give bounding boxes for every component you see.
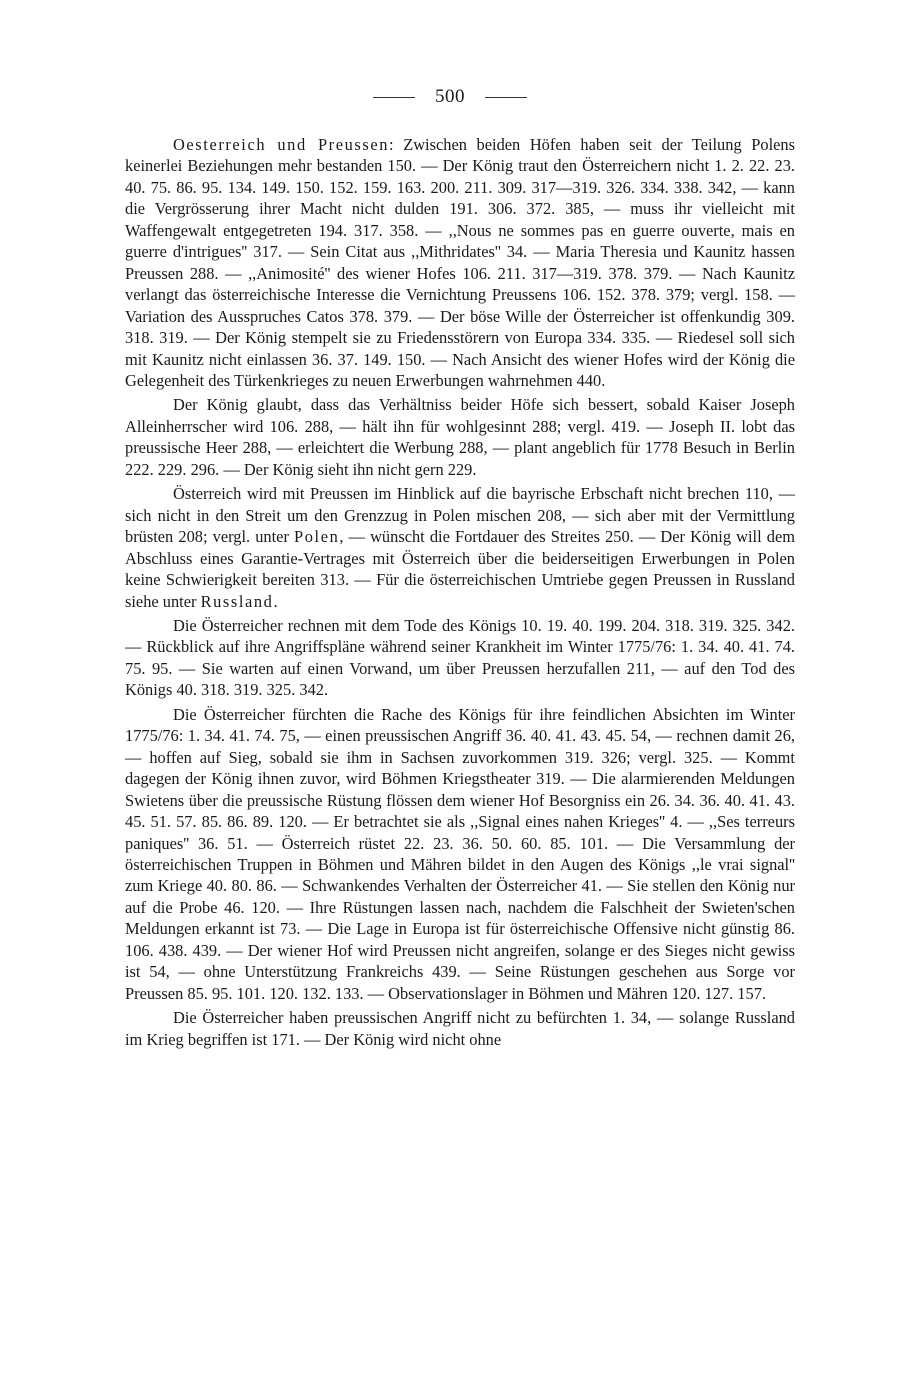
paragraph-5-text: Die Österreicher fürchten die Rache des Königs für ihre feindlichen Absichten im Winter 1775/76: 1. 34. 41. 74. 75, — einen preussischen Angriff 36. 40. 41. 43. 45. 54, — rechnen damit 26, — hoffen auf Sieg, sobald sie ihm in Sachsen zuvorkommen 319. 326; vergl. 325. — Kommt dagegen der König ihnen zuvor, wird Böhmen Kriegstheater 319. — Die alarmierenden Meldungen Swietens über die preussische Rüstung flössen dem wiener Hof Besorgniss ein 26. 34. 36. 40. 41. 43. 45. 51. 57. 85. 86. 89. 120. — Er betrachtet sie als ,,Signal eines nahen Krieges'' 4. — ,,Ses terreurs paniques'' 36. 51. — Österreich rüstet 22. 23. 36. 50. 60. 85. 101. — Die Versammlung der österreichischen Truppen in Böhmen und Mähren bildet in den Augen des Königs ,,le vrai signal'' zum Kriege 40. 80. 86. — Schwankendes Verhalten der Österreicher 41. — Sie stellen den König nur auf die Probe 46. 120. — Ihre Rüstungen lassen nach, nachdem die Falschheit der Swieten'schen Meldungen erkannt ist 73. — Die Lage in Europa ist für österreichische Offensive nicht günstig 86. 106. 438. 439. — Der wiener Hof wird Preussen nicht angreifen, solange er des Sieges nicht gewiss ist 54, — ohne Unterstützung Frankreichs 439. — Seine Rüstungen geschehen aus Sorge vor Preussen 85. 95. 101. 120. 132. 133. — Observationslager in Böhmen und Mähren 120. 127. 157. [125, 704, 795, 1003]
paragraph-3-text-after: . [273, 591, 278, 611]
body-text [125, 134, 795, 1053]
paragraph-6-text: Die Österreicher haben preussischen Angriff nicht zu befürchten 1. 34, — solange Russland im Krieg begriffen ist 171. — Der König wird nicht ohne [125, 1008, 795, 1049]
page-number: 500 [435, 86, 465, 107]
paragraph-2-text: Der König glaubt, dass das Verhältniss beider Höfe sich bessert, sobald Kaiser Joseph Alleinherrscher wird 106. 288, — hält ihn für wohlgesinnt 288; vergl. 419. — Joseph II. lobt das preussische Heer 288, — erleichtert die Werbung 288, — plant angeblich für 1778 Besuch in Berlin 222. 229. 296. — Der König sieht ihn nicht gern 229. [125, 395, 795, 479]
entry-heading: Oesterreich und Preussen [173, 135, 390, 154]
paragraph-6 [125, 1007, 795, 1050]
page-header [0, 84, 900, 110]
paragraph-1 [125, 134, 795, 391]
header-rule-right [485, 97, 527, 98]
cross-reference-polen: Polen [294, 527, 340, 547]
paragraph-3 [125, 483, 795, 612]
paragraph-3-text-middle: , — wünscht die Fortdauer des Streites 250. — Der König will dem Abschluss eines Garantie-Vertrages mit Österreich über die beiderseitigen Erwerbungen in Polen keine Schwierigkeit bereiten 313. — Für die österreichischen Umtriebe gegen Preussen in Russland siehe unter [125, 527, 795, 611]
cross-reference-russland: Russland [200, 591, 274, 611]
paragraph-4 [125, 615, 795, 701]
paragraph-2 [125, 394, 795, 480]
paragraph-1-text: : Zwischen beiden Höfen haben seit der Teilung Polens keinerlei Beziehungen mehr bestanden 150. — Der König traut den Österreichern nicht 1. 2. 22. 23. 40. 75. 86. 95. 134. 149. 150. 152. 159. 163. 200. 211. 309. 317—319. 326. 334. 338. 342, — kann die Vergrösserung ihrer Macht nicht dulden 191. 306. 372. 385, — muss ihr vielleicht mit Waffengewalt entgegetreten 194. 317. 358. — ,,Nous ne sommes pas en guerre ouverte, mais en guerre d'intrigues'' 317. — Sein Citat aus ,,Mithridates'' 34. — Maria Theresia und Kaunitz hassen Preussen 288. — ,,Animosité'' des wiener Hofes 106. 211. 317—319. 378. 379. — Nach Kaunitz verlangt das österreichische Interesse die Vernichtung Preussens 106. 152. 378. 379; vergl. 158. — Variation des Ausspruches Catos 378. 379. — Der böse Wille der Österreicher ist offenkundig 309. 318. 319. — Der König stempelt sie zu Friedensstörern von Europa 334. 335. — Riedesel soll sich mit Kaunitz nicht einlassen 36. 37. 149. 150. — Nach Ansicht des wiener Hofes wird der König die Gelegenheit des Türkenkrieges zu neuen Erwerbungen wahrnehmen 440. [125, 135, 795, 390]
paragraph-3-text-before: Österreich wird mit Preussen im Hinblick auf die bayrische Erbschaft nicht brechen 110, — sich nicht in den Streit um den Grenzzug in Polen mischen 208, — sich aber mit der Vermittlung brüsten 208; vergl. unter [125, 484, 795, 547]
header-rule-left [373, 97, 415, 98]
paragraph-4-text: Die Österreicher rechnen mit dem Tode des Königs 10. 19. 40. 199. 204. 318. 319. 325. 342. — Rückblick auf ihre Angriffspläne während seiner Krankheit im Winter 1775/76: 1. 34. 40. 41. 74. 75. 95. — Sie warten auf einen Vorwand, um über Preussen herzufallen 211, — auf den Tod des Königs 40. 318. 319. 325. 342. [125, 615, 795, 700]
paragraph-5 [125, 704, 795, 1004]
